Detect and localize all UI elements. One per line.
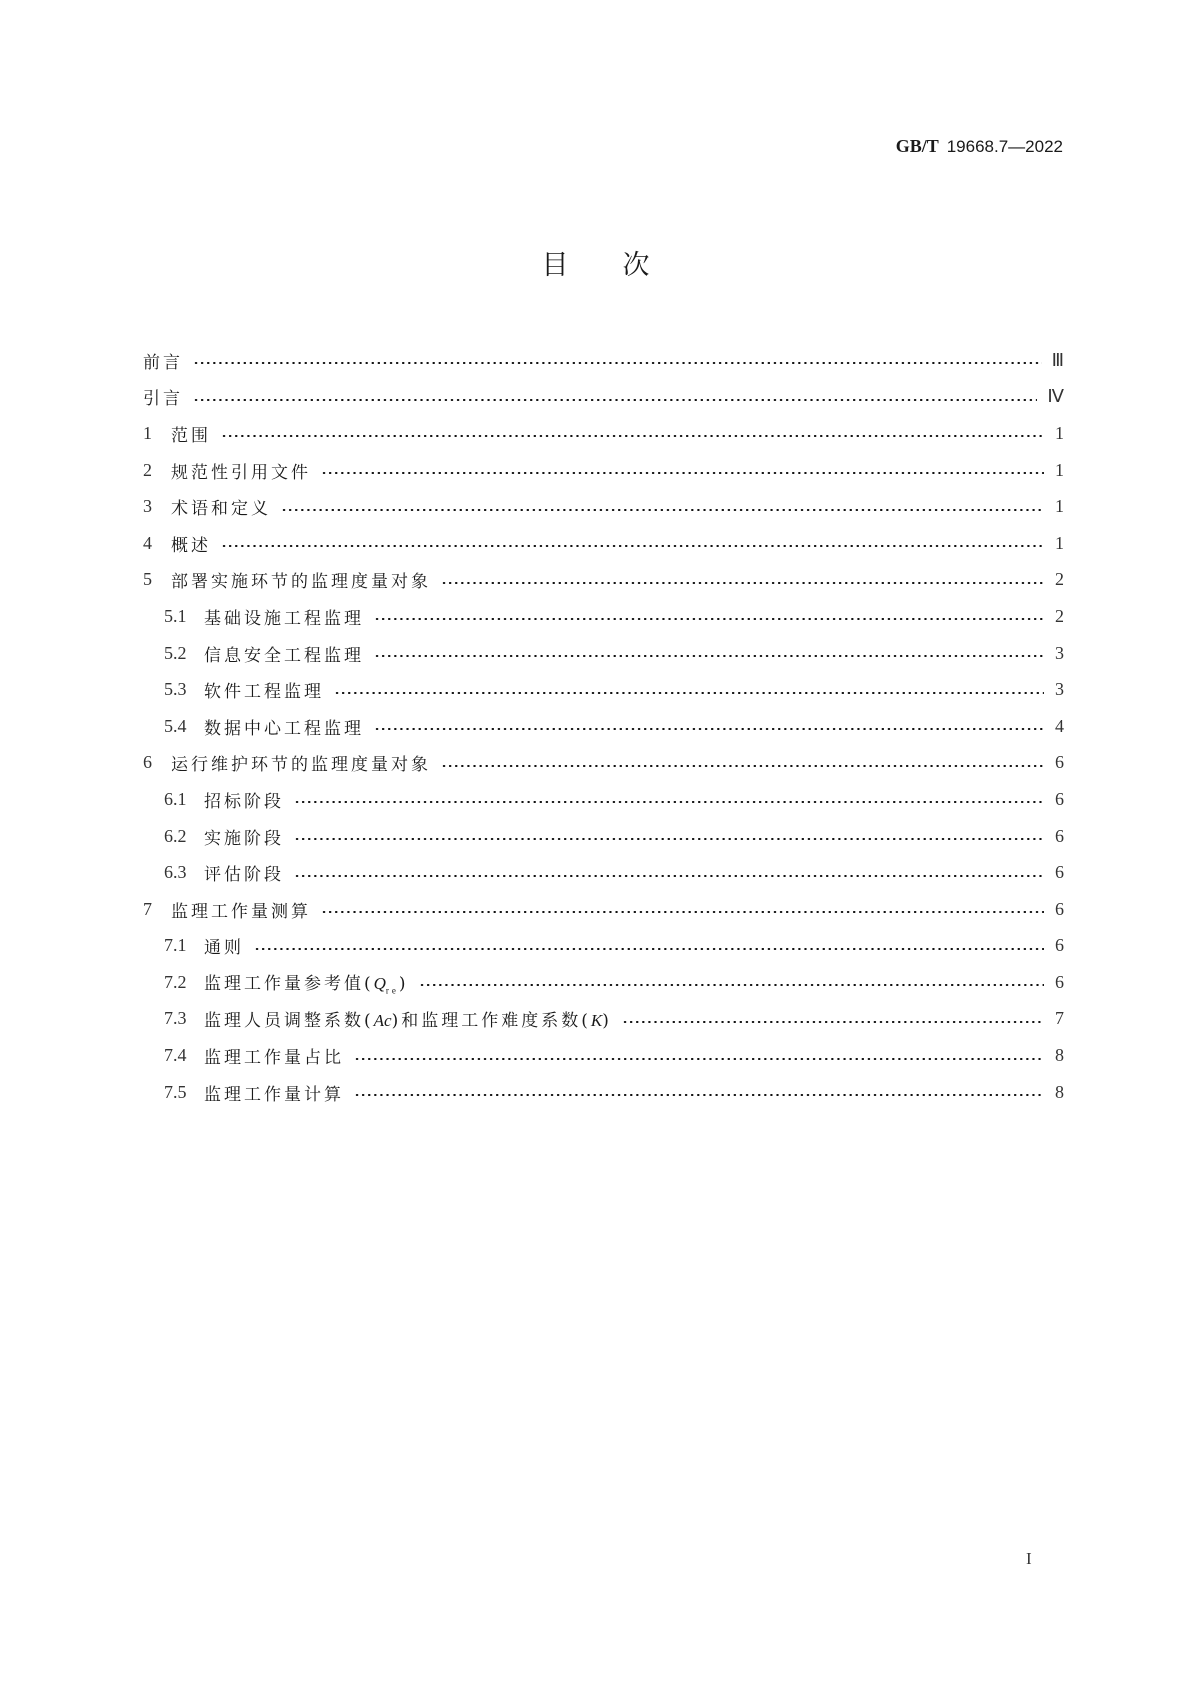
toc-page: 1 <box>1055 496 1064 517</box>
dot-leader <box>294 801 1044 803</box>
toc-label: 规范性引用文件 <box>171 462 311 483</box>
standard-header <box>896 136 1063 157</box>
toc-number: 1 <box>143 422 152 443</box>
toc-entry-4[interactable] <box>143 525 1064 562</box>
toc-entry-5-1[interactable] <box>143 598 1064 635</box>
toc-number: 2 <box>143 459 152 480</box>
toc-label: 基础设施工程监理 <box>204 608 364 629</box>
toc-page: 2 <box>1055 569 1064 590</box>
dot-leader <box>193 399 1037 401</box>
toc-page: 6 <box>1055 971 1064 992</box>
page-title <box>0 243 1191 282</box>
dot-leader <box>374 728 1044 730</box>
toc-number: 5 <box>143 569 152 590</box>
toc-number: 6.1 <box>164 788 187 809</box>
dot-leader <box>441 765 1044 767</box>
toc-entry-6-1[interactable] <box>143 781 1064 818</box>
toc-label: 引言 <box>143 389 183 410</box>
toc-entry-7[interactable] <box>143 891 1064 928</box>
toc-page: 6 <box>1055 788 1064 809</box>
toc-number: 5.3 <box>164 679 187 700</box>
standard-number: 19668.7—2022 <box>946 137 1063 156</box>
dot-leader <box>321 472 1044 474</box>
toc-number: 7.1 <box>164 935 187 956</box>
toc-page: Ⅲ <box>1051 349 1064 370</box>
toc-page: 1 <box>1055 459 1064 480</box>
toc-label: 软件工程监理 <box>204 682 324 703</box>
toc-number: 6.2 <box>164 825 187 846</box>
toc-entry-2[interactable] <box>143 452 1064 489</box>
math-subscript: re <box>385 985 399 996</box>
toc-label: 信息安全工程监理 <box>204 645 364 666</box>
toc-number: 7.4 <box>164 1045 187 1066</box>
dot-leader <box>281 509 1044 511</box>
toc-page: 3 <box>1055 642 1064 663</box>
toc-label: 监理工作量测算 <box>171 901 311 922</box>
toc-label: 部署实施环节的监理度量对象 <box>171 572 431 593</box>
toc-label: 概述 <box>171 535 211 556</box>
dot-leader <box>354 1058 1044 1060</box>
dot-leader <box>193 362 1042 364</box>
math-symbol: K <box>590 1011 603 1031</box>
toc-entry-introduction[interactable] <box>143 379 1064 416</box>
toc-page: 8 <box>1055 1045 1064 1066</box>
math-symbol: Ac <box>373 1011 392 1031</box>
toc-number: 4 <box>143 532 152 553</box>
toc-number: 5.1 <box>164 605 187 626</box>
toc-number: 7.2 <box>164 971 187 992</box>
toc-label: 通则 <box>204 938 244 959</box>
dot-leader <box>334 692 1044 694</box>
toc-entry-3[interactable] <box>143 488 1064 525</box>
toc-number: 6 <box>143 752 152 773</box>
toc-number: 3 <box>143 496 152 517</box>
dot-leader <box>221 435 1044 437</box>
page-number: I <box>1026 1549 1032 1568</box>
toc-label: 招标阶段 <box>204 791 284 812</box>
dot-leader <box>374 618 1044 620</box>
dot-leader <box>294 838 1044 840</box>
toc-entry-5-2[interactable] <box>143 635 1064 672</box>
toc-page: Ⅳ <box>1047 386 1064 407</box>
toc-entry-5-4[interactable] <box>143 708 1064 745</box>
dot-leader <box>441 582 1044 584</box>
toc-number: 7.3 <box>164 1008 187 1029</box>
toc-page: 4 <box>1055 715 1064 736</box>
dot-leader <box>321 911 1044 913</box>
toc-entry-6[interactable] <box>143 745 1064 782</box>
toc-entry-7-2[interactable] <box>143 964 1064 1001</box>
dot-leader <box>374 655 1044 657</box>
dot-leader <box>419 984 1044 986</box>
toc-label: 前言 <box>143 352 183 373</box>
toc-page: 1 <box>1055 532 1064 553</box>
toc-number: 7 <box>143 898 152 919</box>
toc-entry-1[interactable] <box>143 415 1064 452</box>
toc-page: 6 <box>1055 935 1064 956</box>
toc-page: 6 <box>1055 825 1064 846</box>
toc-entry-5-3[interactable] <box>143 671 1064 708</box>
toc-page: 8 <box>1055 1081 1064 1102</box>
dot-leader <box>254 948 1044 950</box>
toc-page: 1 <box>1055 422 1064 443</box>
toc-label: 数据中心工程监理 <box>204 718 364 739</box>
toc-entry-6-2[interactable] <box>143 818 1064 855</box>
toc-entry-7-1[interactable] <box>143 928 1064 965</box>
dot-leader <box>221 545 1044 547</box>
table-of-contents <box>143 342 1064 1110</box>
toc-page: 6 <box>1055 862 1064 883</box>
toc-label: 监理工作量参考值$(Q_{re})$ <box>204 974 409 996</box>
toc-label: 实施阶段 <box>204 828 284 849</box>
toc-page: 7 <box>1055 1008 1064 1029</box>
dot-leader <box>354 1094 1044 1096</box>
toc-number: 7.5 <box>164 1081 187 1102</box>
toc-page: 2 <box>1055 605 1064 626</box>
standard-prefix: GB/T <box>895 136 939 156</box>
toc-label: 监理工作量计算 <box>204 1084 344 1105</box>
toc-number: 5.4 <box>164 715 187 736</box>
toc-page: 6 <box>1055 752 1064 773</box>
title-char-1: 目 <box>541 250 569 281</box>
dot-leader <box>622 1021 1044 1023</box>
toc-page: 3 <box>1055 679 1064 700</box>
toc-label: 评估阶段 <box>204 865 284 886</box>
toc-label: 运行维护环节的监理度量对象 <box>171 755 431 776</box>
toc-label: 监理工作量占比 <box>204 1048 344 1069</box>
toc-number: 6.3 <box>164 862 187 883</box>
toc-entry-7-3[interactable] <box>143 1001 1064 1038</box>
toc-label: 范围 <box>171 425 211 446</box>
toc-label: 监理人员调整系数(Ac)和监理工作难度系数(K) <box>204 1011 612 1032</box>
toc-label: 术语和定义 <box>171 499 271 520</box>
toc-page: 6 <box>1055 898 1064 919</box>
toc-entry-6-3[interactable] <box>143 854 1064 891</box>
toc-number: 5.2 <box>164 642 187 663</box>
math-symbol: Q <box>373 974 386 994</box>
toc-entry-foreword[interactable] <box>143 342 1064 379</box>
toc-entry-7-5[interactable] <box>143 1074 1064 1111</box>
toc-entry-7-4[interactable] <box>143 1037 1064 1074</box>
title-char-2: 次 <box>622 250 650 281</box>
dot-leader <box>294 875 1044 877</box>
toc-entry-5[interactable] <box>143 562 1064 599</box>
